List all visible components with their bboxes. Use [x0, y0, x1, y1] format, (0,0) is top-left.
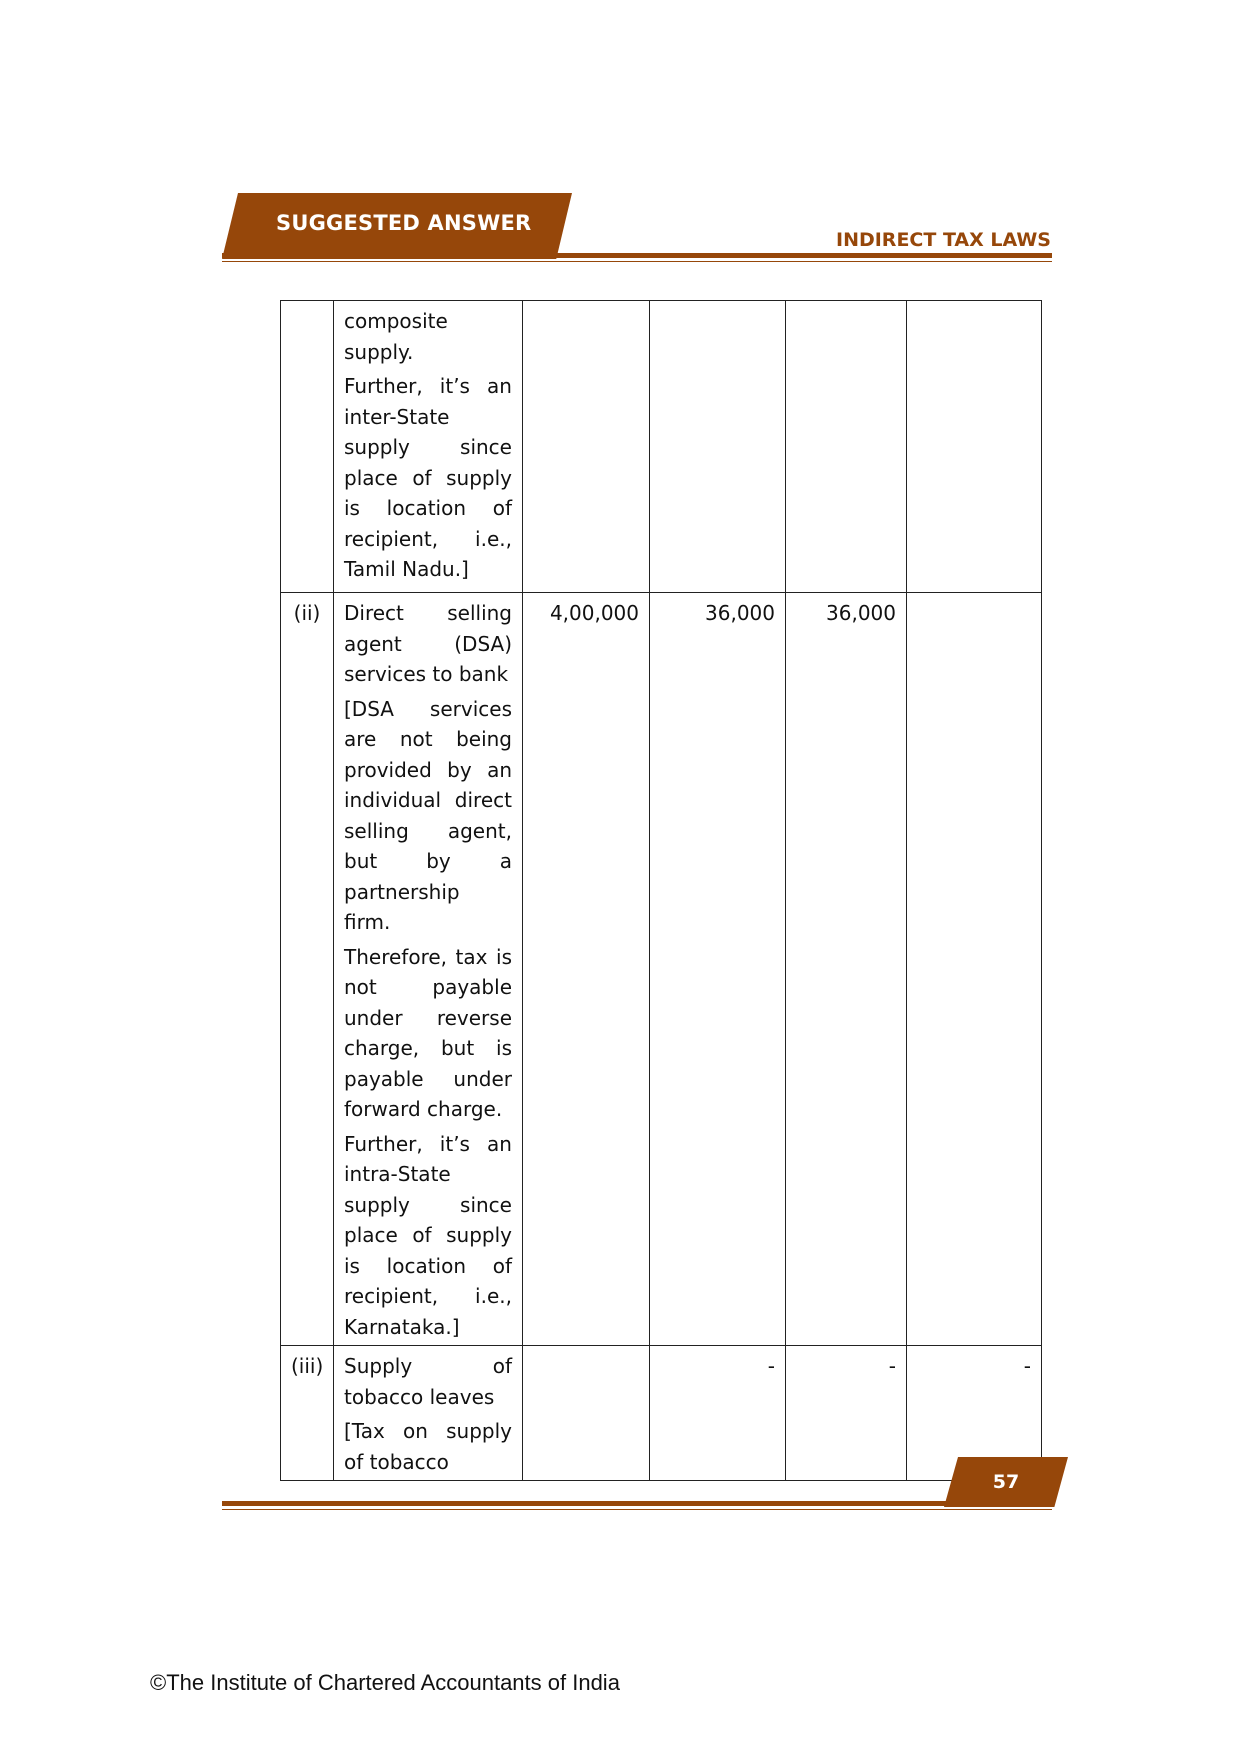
- row-description: [334, 593, 523, 1346]
- row-serial-number: [281, 301, 334, 593]
- row-amount-col6: [907, 301, 1042, 593]
- copyright-footer: ©The Institute of Chartered Accountants of India: [150, 1670, 620, 1695]
- row-amount-col5: [786, 301, 907, 593]
- description-paragraph: Supply of tobacco leaves: [344, 1354, 512, 1409]
- row-amount-col5: -: [786, 1346, 907, 1481]
- header-section-label: SUGGESTED ANSWER: [276, 211, 532, 235]
- table-row: [281, 301, 1042, 593]
- row-amount-col3: 4,00,000: [523, 593, 650, 1346]
- table-row: [281, 1346, 1042, 1481]
- description-paragraph: composite supply.: [344, 309, 448, 364]
- tax-computation-table: [280, 300, 1042, 1481]
- row-amount-col4: -: [650, 1346, 786, 1481]
- row-amount-col6: [907, 593, 1042, 1346]
- description-paragraph: [DSA services are not being provided by an individual direct selling agent, but by a partnership firm.: [344, 696, 512, 934]
- header-rule-thin: [222, 261, 1052, 262]
- description-paragraph: [Tax on supply of tobacco: [344, 1419, 512, 1474]
- row-description: [334, 301, 523, 593]
- header-rule-thick: [222, 253, 1052, 258]
- description-paragraph: Further, it’s an inter-State supply since place of supply is location of recipient, i.e., Tamil Nadu.]: [344, 374, 512, 581]
- row-amount-col3: [523, 1346, 650, 1481]
- description-paragraph: Therefore, tax is not payable under reverse charge, but is payable under forward charge.: [344, 944, 512, 1121]
- row-amount-col4: [650, 301, 786, 593]
- footer-rule-thick: [222, 1501, 1052, 1506]
- row-amount-col3: [523, 301, 650, 593]
- row-amount-col6: -: [907, 1346, 1042, 1481]
- row-serial-number: (iii): [281, 1346, 334, 1481]
- footer-rule-thin: [222, 1509, 1052, 1510]
- page-number: 57: [992, 1471, 1020, 1493]
- row-amount-col5: 36,000: [786, 593, 907, 1346]
- table-row: [281, 593, 1042, 1346]
- row-serial-number: (ii): [281, 593, 334, 1346]
- description-paragraph: Direct selling agent (DSA) services to bank: [344, 601, 512, 686]
- description-paragraph: Further, it’s an intra-State supply since place of supply is location of recipient, i.e., Karnataka.]: [344, 1131, 512, 1339]
- row-amount-col4: 36,000: [650, 593, 786, 1346]
- row-description: [334, 1346, 523, 1481]
- header-subject-title: INDIRECT TAX LAWS: [836, 229, 1051, 251]
